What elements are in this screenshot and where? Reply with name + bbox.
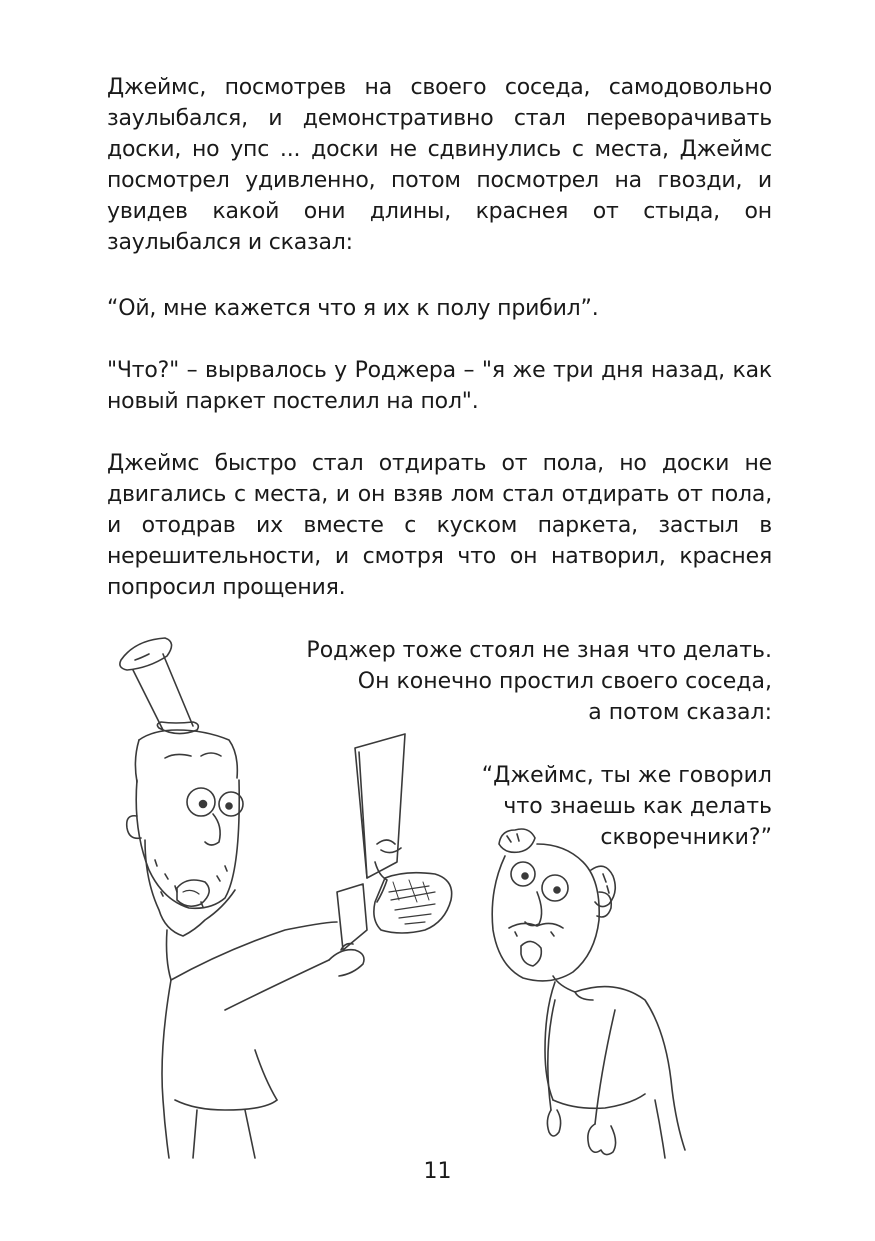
crowbar-drawing — [120, 638, 198, 734]
paragraph-1: Джеймс, посмотрев на своего соседа, самодовольно заулыбался, и демонстративно стал переворачивать доски, но упс ... доски не сдвинулись с места, Джеймс посмотрел удивленно, потом посмотрел на гвозди, и увидев какой они длины, краснея от стыда, он заулыбался и сказал: — [107, 75, 772, 255]
paragraph-2: “Ой, мне кажется что я их к полу прибил”. — [107, 296, 599, 321]
quote-line-1: “Джеймс, ты же говорил — [481, 763, 772, 788]
right-text-block-2 — [432, 760, 772, 853]
roger-figure — [492, 829, 685, 1158]
right-text-line-1: Роджер тоже стоял не зная что делать. — [306, 638, 772, 663]
paragraph-3: "Что?" – вырвалось у Роджера – "я же три дня назад, как новый паркет постелил на пол". — [107, 358, 772, 414]
quote-line-3: скворечники?” — [600, 825, 772, 850]
quote-line-2: что знаешь как делать — [503, 794, 772, 819]
right-text-block-1 — [252, 635, 772, 728]
right-text-line-3: а потом сказал: — [588, 700, 772, 725]
right-text-line-2: Он конечно простил своего соседа, — [357, 669, 772, 694]
paragraph-4: Джеймс быстро стал отдирать от пола, но доски не двигались с места, и он взяв лом стал отдирать от пола, и отодрав их вместе с куском паркета, застыл в нерешительности, и смотря что он натворил, краснея попросил прощения. — [107, 451, 772, 600]
page-number: 11 — [423, 1159, 452, 1184]
